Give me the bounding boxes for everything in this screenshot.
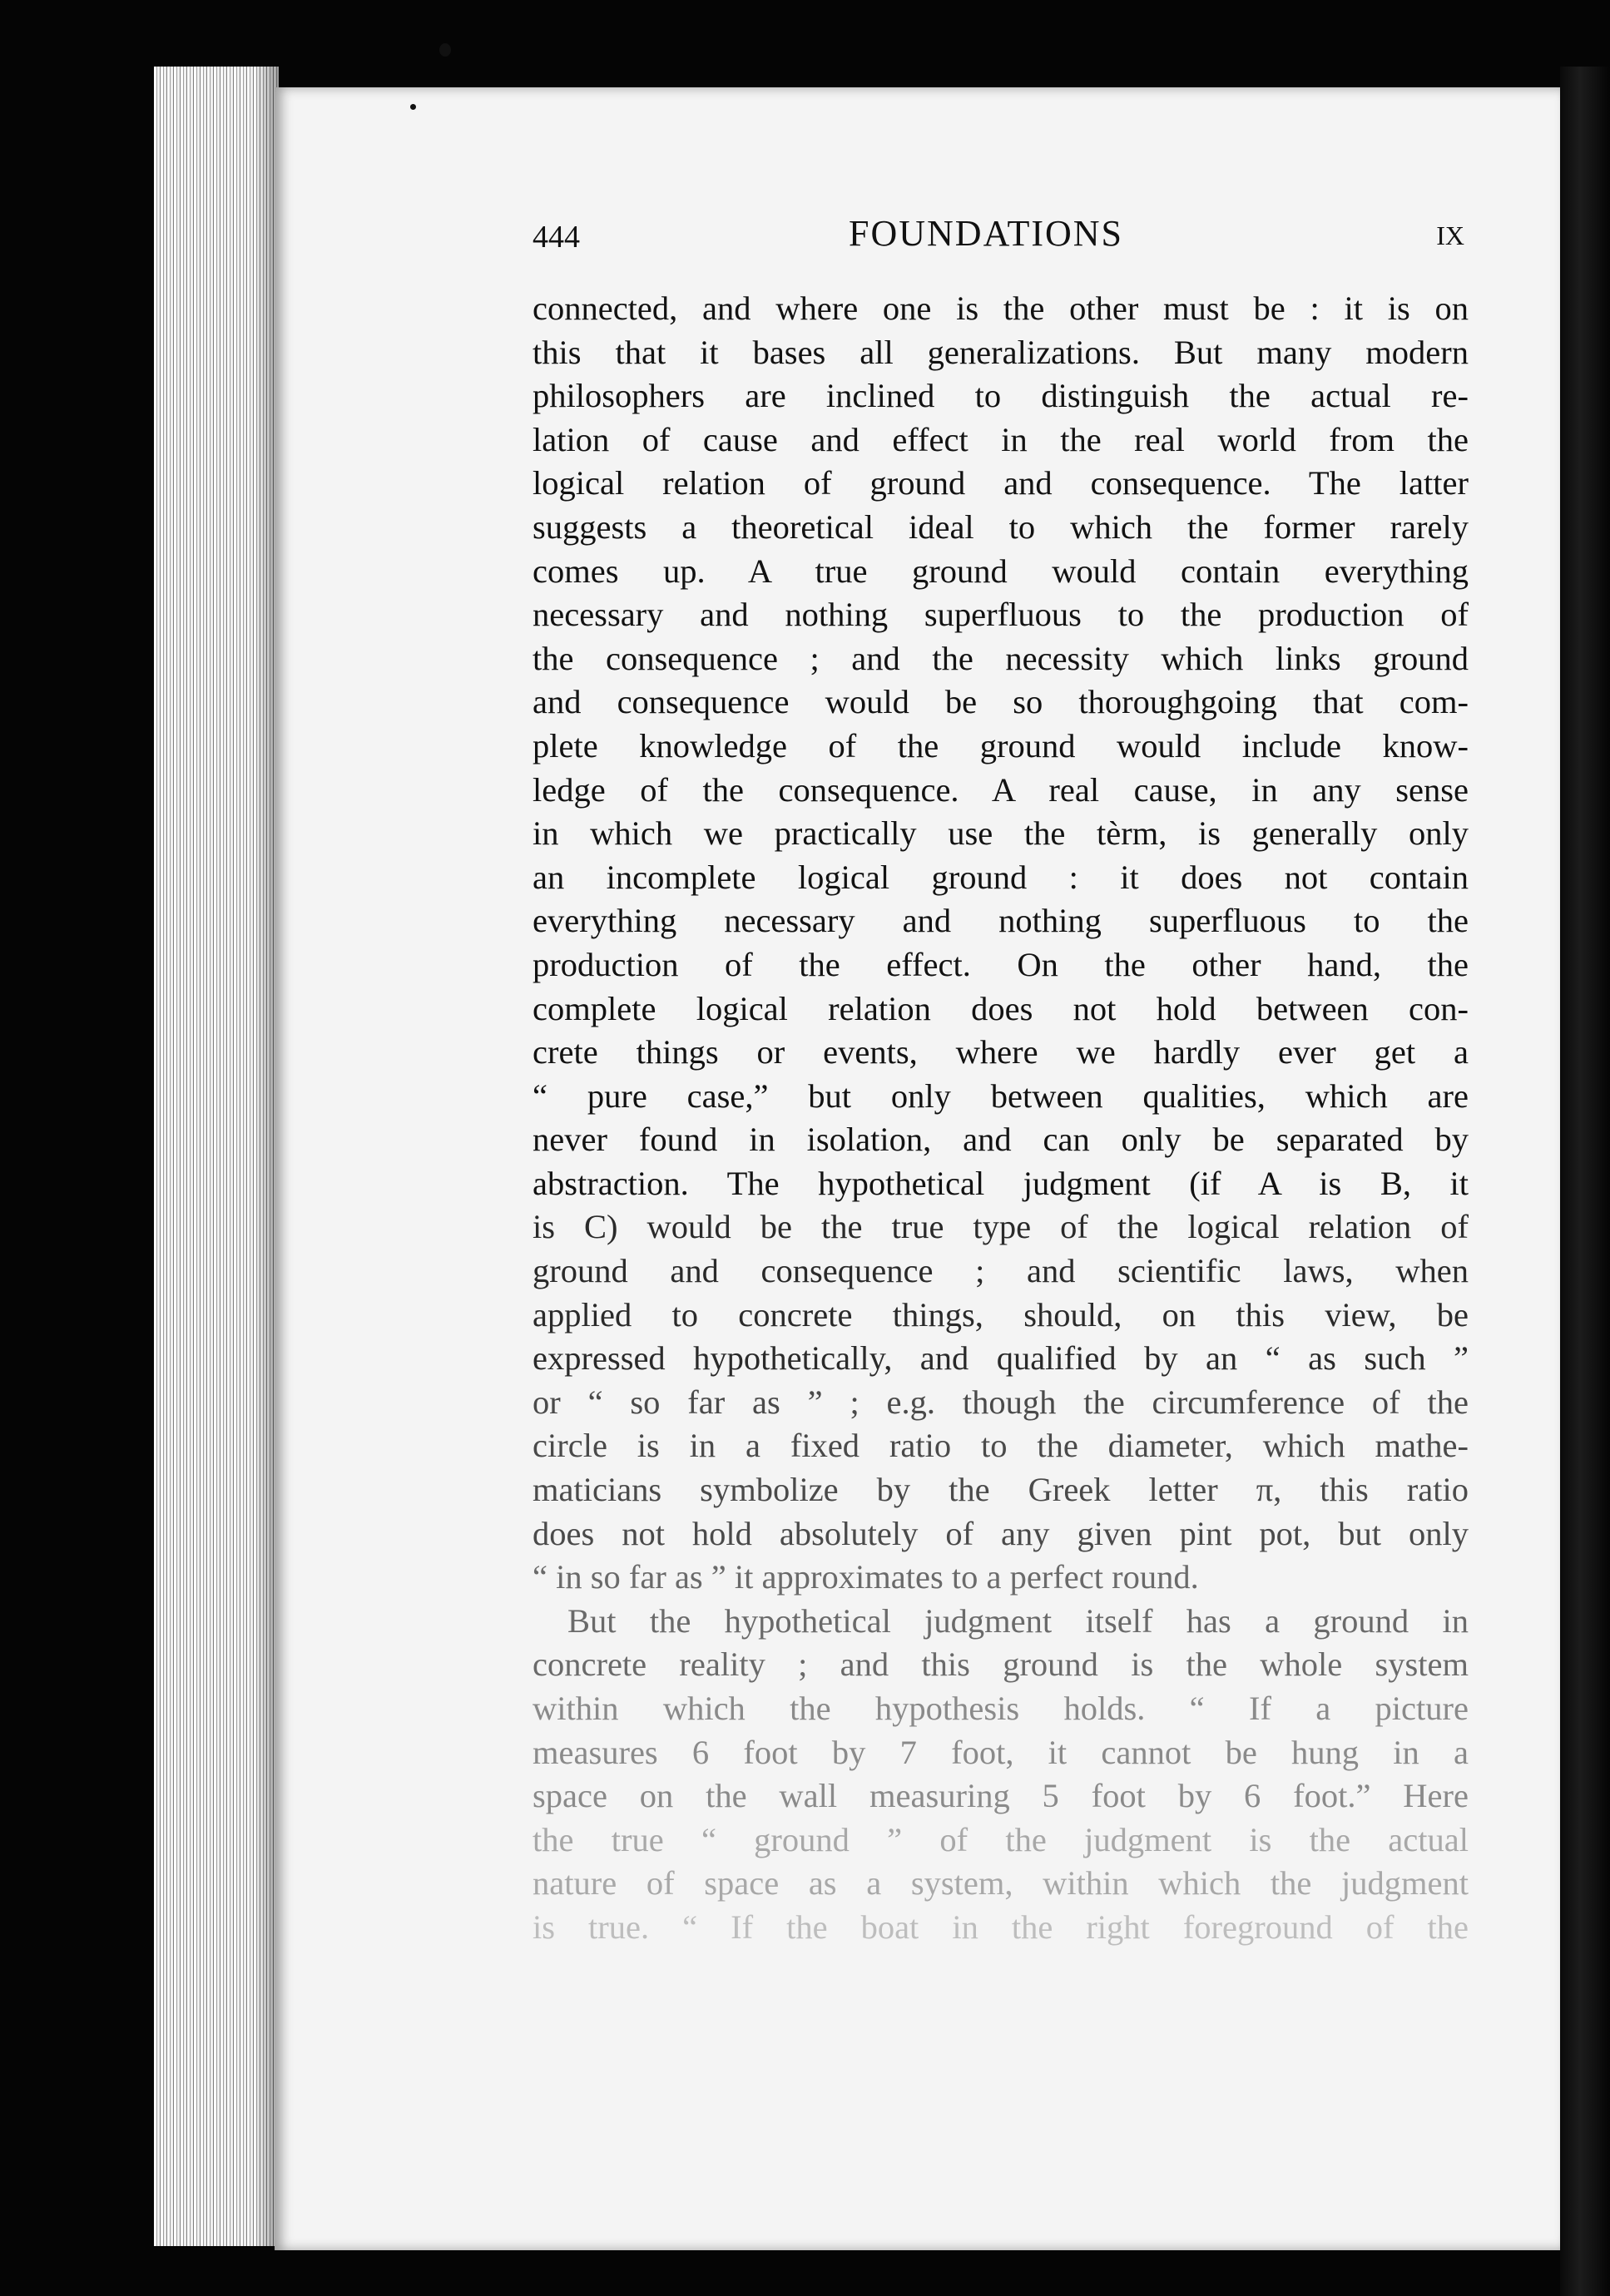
text-line: or “ so far as ” ; e.g. though the circumference of the xyxy=(533,1383,1469,1421)
text-line: comes up. A true ground would contain everything xyxy=(533,552,1469,590)
text-line: this that it bases all generalizations. But many modern xyxy=(533,333,1469,371)
right-page-edge xyxy=(1560,67,1610,2296)
text-line: an incomplete logical ground : it does not contain xyxy=(533,858,1469,896)
body-text xyxy=(533,287,1469,1950)
text-line: ledge of the consequence. A real cause, in any sense xyxy=(533,770,1469,809)
text-line: logical relation of ground and consequence. The latter xyxy=(533,464,1469,502)
text-line: the true “ ground ” of the judgment is the actual xyxy=(533,1820,1469,1858)
text-line: necessary and nothing superfluous to the production of xyxy=(533,596,1469,634)
text-line: space on the wall measuring 5 foot by 6 foot.” Here xyxy=(533,1777,1469,1815)
text-line: measures 6 foot by 7 foot, it cannot be hung in a xyxy=(533,1733,1469,1771)
text-line: complete logical relation does not hold between con- xyxy=(533,989,1469,1027)
text-line: applied to concrete things, should, on this view, be xyxy=(533,1295,1469,1334)
page-number: 444 xyxy=(533,220,580,255)
text-line: suggests a theoretical ideal to which the former rarely xyxy=(533,507,1469,546)
text-line: never found in isolation, and can only be separated by xyxy=(533,1121,1469,1159)
text-line: “ in so far as ” it approximates to a perfect round. xyxy=(533,1558,1199,1596)
chapter-numeral: IX xyxy=(1436,220,1464,250)
text-line: within which the hypothesis holds. “ If a picture xyxy=(533,1690,1469,1727)
text-line: lation of cause and effect in the real world from the xyxy=(533,420,1469,458)
text-line: crete things or events, where we hardly ever get a xyxy=(533,1033,1469,1071)
text-line: But the hypothetical judgment itself has a ground in xyxy=(567,1601,1469,1640)
text-line: nature of space as a system, within which the judgment xyxy=(533,1864,1469,1903)
text-line: and consequence would be so thoroughgoing that com- xyxy=(533,683,1469,721)
scan-speck xyxy=(439,43,451,57)
text-line: production of the effect. On the other hand, the xyxy=(533,945,1469,983)
text-line: does not hold absolutely of any given pint pot, but only xyxy=(533,1514,1469,1552)
running-title: FOUNDATIONS xyxy=(849,213,1124,254)
text-line: is C) would be the true type of the logical relation of xyxy=(533,1208,1469,1246)
text-line: connected, and where one is the other must be : it is on xyxy=(533,289,1469,327)
text-line: ground and consequence ; and scientific laws, when xyxy=(533,1252,1469,1290)
text-line: expressed hypothetically, and qualified by an “ as such ” xyxy=(533,1339,1469,1378)
text-line: maticians symbolize by the Greek letter π, this ratio xyxy=(533,1471,1469,1509)
text-line: in which we practically use the tèrm, is generally only xyxy=(533,814,1469,853)
text-line: is true. “ If the boat in the right foreground of the xyxy=(533,1908,1469,1946)
page-edges xyxy=(154,67,279,2246)
text-line: philosophers are inclined to distinguish the actual re- xyxy=(533,377,1469,415)
text-line: concrete reality ; and this ground is the whole system xyxy=(533,1645,1469,1684)
text-line: “ pure case,” but only between qualities, which are xyxy=(533,1076,1469,1115)
scan-speck xyxy=(410,104,416,110)
text-line: the consequence ; and the necessity which links ground xyxy=(533,639,1469,677)
running-head xyxy=(533,212,1464,262)
text-line: abstraction. The hypothetical judgment (if A is B, it xyxy=(533,1164,1469,1202)
text-line: plete knowledge of the ground would include know- xyxy=(533,726,1469,765)
text-line: circle is in a fixed ratio to the diameter, which mathe- xyxy=(533,1427,1469,1465)
text-line: everything necessary and nothing superfluous to the xyxy=(533,902,1469,940)
